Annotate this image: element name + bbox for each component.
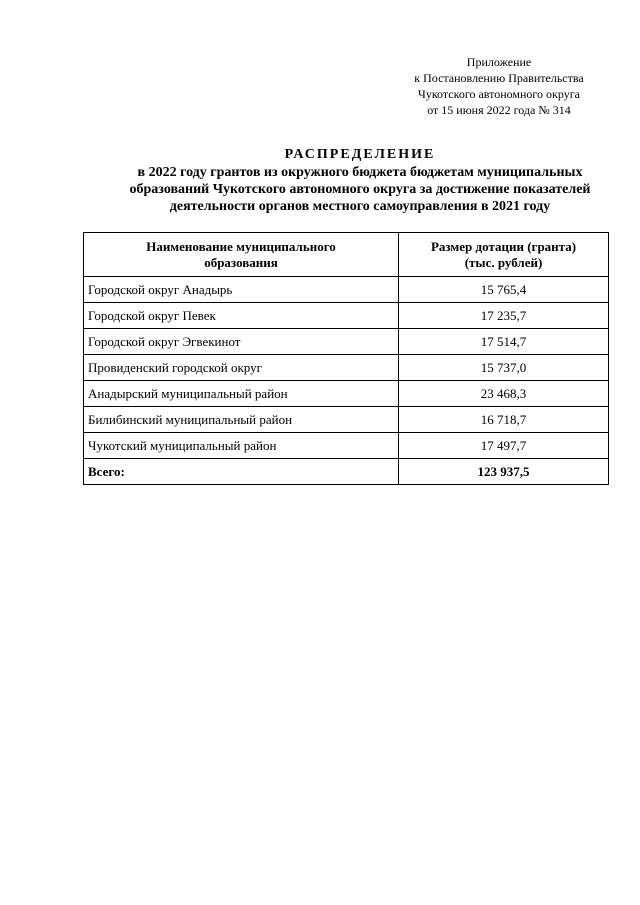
header-line: (тыс. рублей)	[464, 254, 543, 270]
grant-amount: 16 718,7	[399, 407, 609, 433]
municipality-name: Чукотский муниципальный район	[84, 433, 399, 459]
municipality-name: Билибинский муниципальный район	[84, 407, 399, 433]
municipality-name: Провиденский городской округ	[84, 355, 399, 381]
header-line: Размер дотации (гранта)	[430, 238, 577, 254]
grant-amount: 23 468,3	[399, 381, 609, 407]
header-line: образования	[204, 254, 278, 270]
table-row	[84, 303, 609, 329]
header-line: Наименование муниципального	[146, 238, 336, 254]
municipality-name: Городской округ Эгвекинот	[84, 329, 399, 355]
table-row	[84, 355, 609, 381]
grant-amount: 15 737,0	[399, 355, 609, 381]
grant-amount: 17 235,7	[399, 303, 609, 329]
grant-amount: 17 497,7	[399, 433, 609, 459]
appendix-line: Приложение	[466, 55, 532, 69]
subtitle-line: образований Чукотского автономного округа за достижение показателей	[129, 182, 591, 197]
table-row	[84, 329, 609, 355]
grant-amount: 17 514,7	[399, 329, 609, 355]
municipality-name: Городской округ Певек	[84, 303, 399, 329]
column-header-municipality	[84, 233, 399, 277]
appendix-line: от 15 июня 2022 года № 314	[427, 103, 571, 117]
appendix-note	[400, 54, 598, 118]
table-row	[84, 407, 609, 433]
appendix-line: Чукотского автономного округа	[418, 87, 580, 101]
document-subtitle	[60, 164, 640, 215]
grants-table	[83, 232, 609, 485]
subtitle-line: деятельности органов местного самоуправления в 2021 году	[169, 199, 551, 214]
grant-amount: 15 765,4	[399, 277, 609, 303]
table-row	[84, 381, 609, 407]
document-title: РАСПРЕДЕЛЕНИЕ	[284, 147, 436, 162]
municipality-name: Городской округ Анадырь	[84, 277, 399, 303]
subtitle-line: в 2022 году грантов из окружного бюджета бюджетам муниципальных	[137, 165, 583, 180]
total-amount: 123 937,5	[399, 459, 609, 485]
table-header-row	[84, 233, 609, 277]
table-row	[84, 277, 609, 303]
document-heading	[60, 146, 640, 215]
municipality-name: Анадырский муниципальный район	[84, 381, 399, 407]
total-row	[84, 459, 609, 485]
total-label: Всего:	[84, 459, 399, 485]
appendix-line: к Постановлению Правительства	[414, 71, 584, 85]
column-header-grant-amount	[399, 233, 609, 277]
table-row	[84, 433, 609, 459]
